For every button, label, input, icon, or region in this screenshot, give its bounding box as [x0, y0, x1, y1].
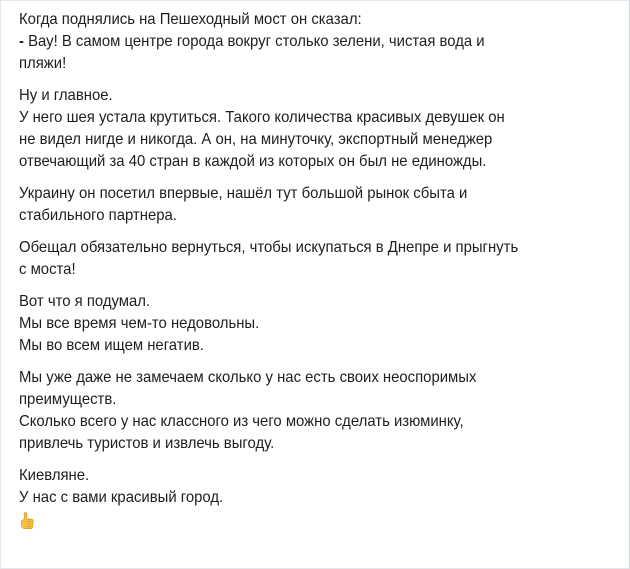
quote-text: Вау! В самом центре города вокруг столько зелени, чистая вода и	[28, 33, 485, 50]
post-line: преимуществ.	[19, 391, 117, 408]
emoji-line	[19, 509, 575, 538]
post-line: Мы все время чем-то недовольны.	[19, 315, 260, 332]
dash-mark: -	[19, 33, 24, 50]
post-line: У нас с вами красивый город.	[19, 489, 224, 506]
post-body	[19, 9, 575, 548]
post-line: стабильного партнера.	[19, 207, 177, 224]
post-line: Сколько всего у нас классного из чего можно сделать изюминку,	[19, 413, 464, 430]
post-line: с моста!	[19, 261, 76, 278]
post-line: Мы уже даже не замечаем сколько у нас есть своих неоспоримых	[19, 369, 477, 386]
thumbs-up-hand-icon	[19, 509, 38, 531]
post-line: Ну и главное.	[19, 87, 113, 104]
paragraph-5	[19, 291, 575, 357]
post-line: Когда поднялись на Пешеходный мост он сказал:	[19, 11, 362, 28]
post-line: Киевляне.	[19, 467, 90, 484]
post-line: пляжи!	[19, 55, 67, 72]
post-line: привлечь туристов и извлечь выгоду.	[19, 435, 275, 452]
post-line: Украину он посетил впервые, нашёл тут большой рынок сбыта и	[19, 185, 468, 202]
post-line: не видел нигде и никогда. А он, на минуточку, экспортный менеджер	[19, 131, 493, 148]
post-line: У него шея устала крутиться. Такого количества красивых девушек он	[19, 109, 505, 126]
paragraph-3	[19, 183, 575, 227]
paragraph-2	[19, 85, 575, 173]
post-line: Мы во всем ищем негатив.	[19, 337, 204, 354]
paragraph-6	[19, 367, 575, 455]
post-line	[19, 31, 575, 53]
post-line: Вот что я подумал.	[19, 293, 151, 310]
paragraph-4	[19, 237, 575, 281]
post-line: отвечающий за 40 стран в каждой из которых он был не единожды.	[19, 153, 487, 170]
paragraph-7	[19, 465, 575, 538]
paragraph-1	[19, 9, 575, 75]
post-line: Обещал обязательно вернуться, чтобы искупаться в Днепре и прыгнуть	[19, 239, 519, 256]
